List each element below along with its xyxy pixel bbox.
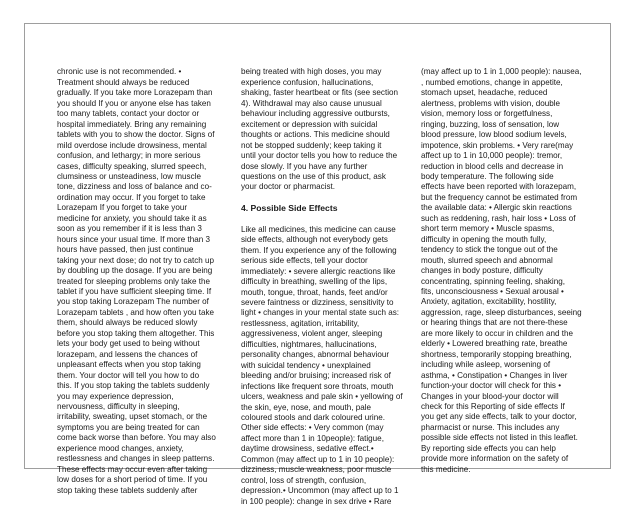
- column-3-text: (may affect up to 1 in 1,000 people): nausea, , numbed emotions, change in appetite, stomach upset, headache, reduced alertness, problems with vision, double vision, memory loss or forgetfulness, ringing, buzzing, loss of sensation, low blood pressure, low blood sodium levels, impotence, skin problems. • Very rare(may affect up to 1 in 10,000 people): tremor, reduction in blood cells and decrease in body temperature. The following side effects have been reported with lorazepam, but the frequency cannot be estimated from the available data: • Allergic skin reactions such as reddening, rash, hair loss • Loss of short term memory • Muscle spasms, difficulty in opening the mouth fully, tendency to stick the tongue out of the mouth, slurred speech and abnormal changes in body posture, difficulty concentrating, spinning feeling, shaking, fits, unconsciousness • Sexual arousal • Anxiety, agitation, excitability, hostility, aggression, rage, sleep disturbances, seeing or hearing things that are not there-these are more likely to occur in children and the elderly • Lowered breathing rate, breathe shortness, temporarily stopping breathing, including while asleep, worsening of asthma, • Constipation • Changes in liver function-your doctor will check for this • Changes in your blood-your doctor will check for this Reporting of side effects If you get any side effects, talk to your doctor, pharmacist or nurse. This includes any possible side effects not listed in this leaflet. By reporting side effects you can help provide more information on the safety of this medicine.: [421, 67, 582, 474]
- text-column-2: [241, 57, 411, 506]
- section-heading-side-effects: 4. Possible Side Effects: [241, 203, 338, 214]
- column-2-text-bottom: Like all medicines, this medicine can cause side effects, although not everybody gets them. If you experience any of the following serious side effects, tell your doctor immediately: • severe allergic reactions like difficulty in breathing, swelling of the lips, mouth, tongue, throat, hands, feet and/or severe faintness or dizziness, sensitivity to light • changes in your mental state such as: restlessness, agitation, irritability, aggressiveness, violent anger, sleeping difficulties, nightmares, hallucinations, personality changes, abnormal behaviour with suicidal tendency • unexplained bleeding and/or bruising; increased risk of infections like frequent sore throats, mouth ulcers, weakness and pale skin • yellowing of the skin, eye, nose, and mouth, pale coloured stools and dark coloured urine. Other side effects: • Very common (may affect more than 1 in 10people): fatigue, daytime drowsiness, sedative effect.• Common (may affect up to 1 in 10 people): dizziness, muscle weakness, poor muscle control, loss of strength, confusion, depression.• Uncommon (may affect up to 1 in 100 people): change in sex drive • Rare: [241, 224, 403, 506]
- column-1-text: chronic use is not recommended. • Treatment should always be reduced gradually. If you take more Lorazepam than you should If you or anyone else has taken too many tablets, contact your doctor or hospital immediately. Bring any remaining tablets with you to show the doctor. Signs of mild overdose include drowsiness, mental confusion, and lethargy; in more serious cases, difficulty speaking, slurred speech, clumsiness or unsteadiness, low muscle tone, dizziness and loss of balance and co- ordination may occur. If you forget to take Lorazepam If you forget to take your medicine for anxiety, you should take it as soon as you remember if it is less than 3 hours since your usual time. If more than 3 hours have passed, then just continue taking your next dose; do not try to catch up by doubling up the dosage. If you are being treated for sleeping problems only take the tablet if you have sufficient sleeping time. If you stop taking Lorazepam The number of Lorazepam tablets , and how often you take them, should always be reduced slowly before you stop taking them altogether. This lets your body get used to being without lorazepam, and lessens the chances of unpleasant effects when you stop taking them. Your doctor will tell you how to do this. If you stop taking the tablets suddenly you may experience depression, nervousness, difficulty in sleeping, irritability, sweating, upset stomach, or the symptoms you are being treated for can come back worse than before. You may also experience mood changes, anxiety, restlessness and changes in sleep patterns. These effects may occur even after taking low doses for a short period of time. If you stop taking these tablets suddenly after: [57, 67, 216, 495]
- text-column-1: [57, 57, 235, 495]
- text-column-3: [421, 57, 596, 474]
- column-2-text-top: being treated with high doses, you may experience confusion, hallucinations, shaking, faster heartbeat or fits (see section 4). Withdrawal may also cause unusual behaviour including aggressive outbursts, excitement or depression with suicidal thoughts or actions. This medicine should not be stopped suddenly; keep taking it until your doctor tells you how to reduce the dose slowly. If you have any further questions on the use of this product, ask your doctor or pharmacist.: [241, 67, 399, 192]
